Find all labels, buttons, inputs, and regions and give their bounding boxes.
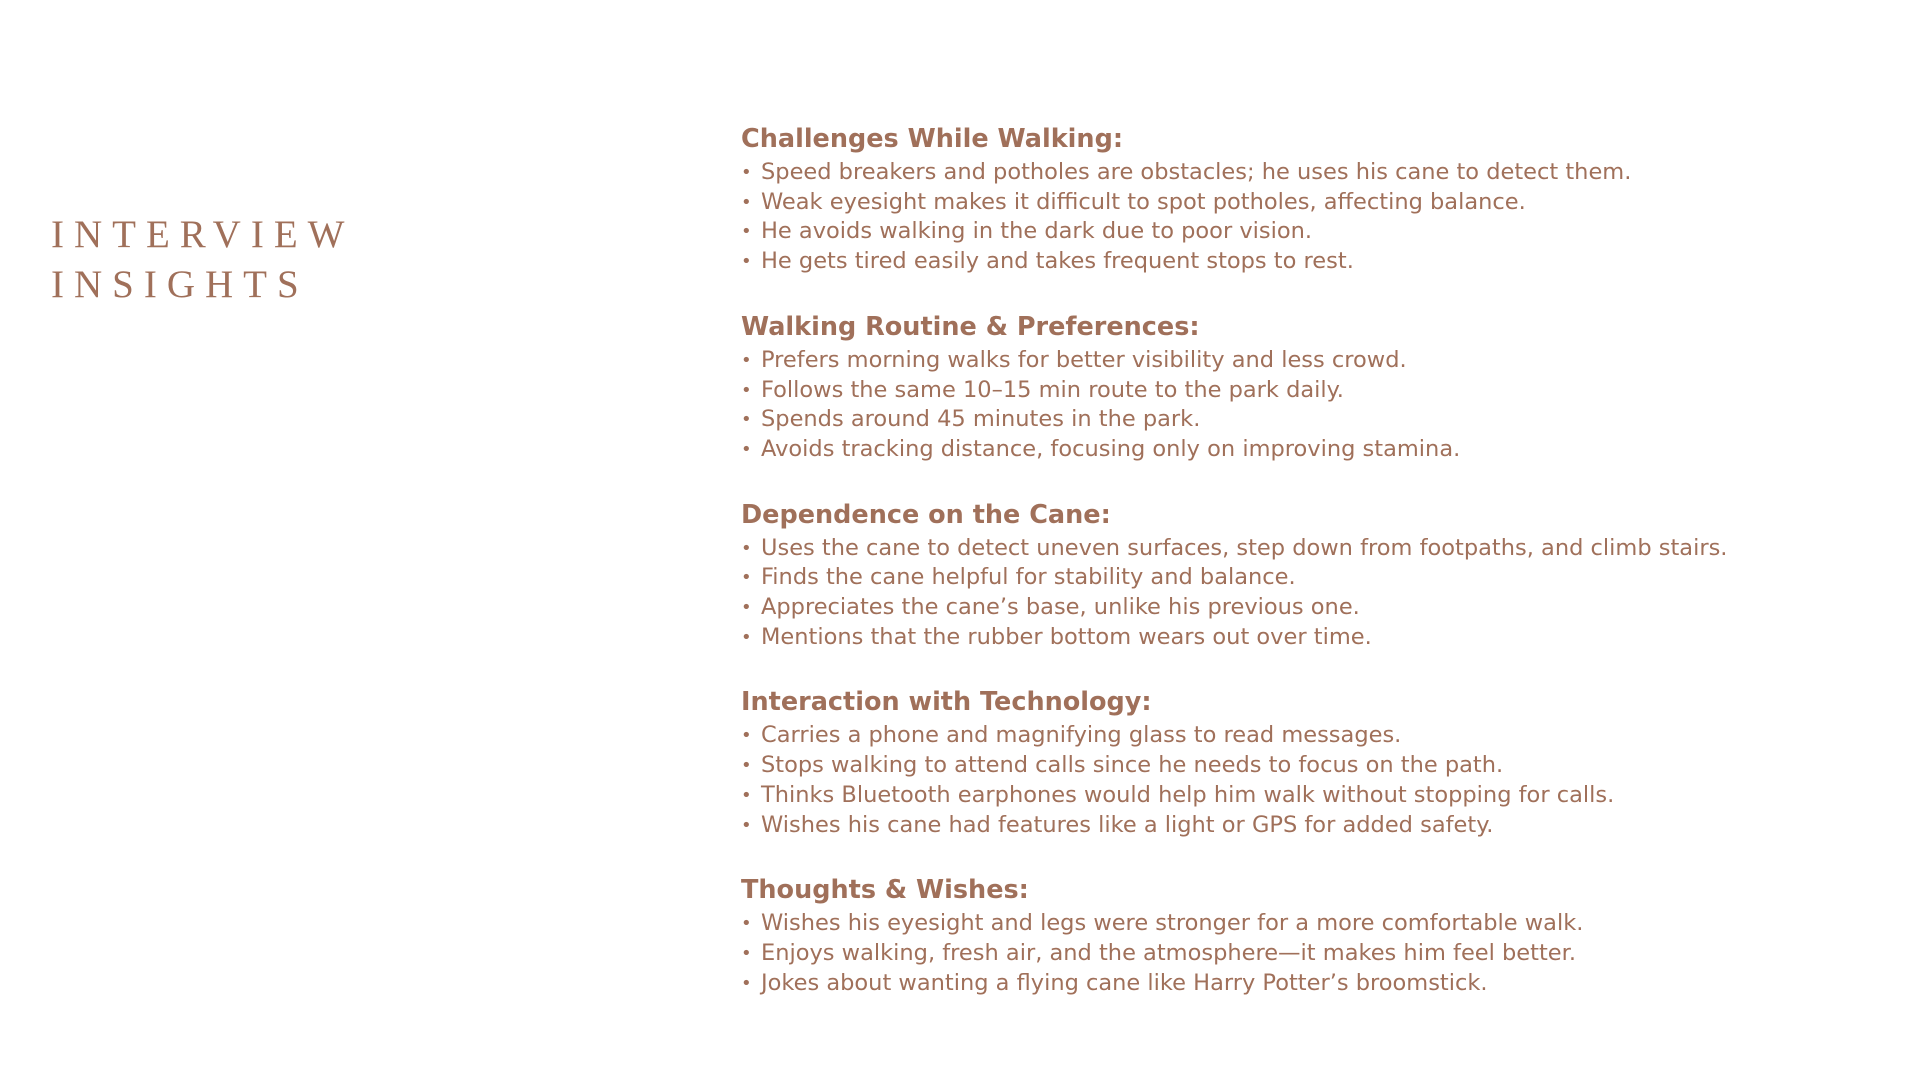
bullet-text: He avoids walking in the dark due to poor vision. — [761, 218, 1313, 245]
bullet-text: Spends around 45 minutes in the park. — [761, 406, 1201, 433]
insights-content — [741, 122, 1881, 1031]
bullet-icon: • — [741, 162, 752, 183]
bullet-text: Jokes about wanting a flying cane like Harry Potter’s broomstick. — [761, 969, 1488, 996]
bullet-item — [741, 623, 1881, 653]
bullet-icon: • — [741, 597, 752, 619]
bullet-text: Thinks Bluetooth earphones would help him walk without stopping for calls. — [761, 781, 1615, 808]
bullet-item — [741, 346, 1881, 376]
bullet-icon: • — [741, 725, 752, 747]
bullet-icon: • — [741, 537, 752, 559]
section-title: Dependence on the Cane: — [741, 499, 1111, 530]
bullet-item — [741, 969, 1881, 999]
page-title — [51, 210, 354, 310]
bullet-item — [741, 751, 1881, 781]
bullet-item — [741, 534, 1881, 564]
bullet-text: Weak eyesight makes it difficult to spot potholes, affecting balance. — [761, 188, 1526, 215]
bullet-text: Wishes his eyesight and legs were stronger for a more comfortable walk. — [761, 910, 1584, 937]
bullet-icon: • — [741, 567, 752, 589]
bullet-item — [741, 188, 1881, 218]
bullet-text: Finds the cane helpful for stability and balance. — [761, 564, 1296, 591]
bullet-icon: • — [741, 755, 752, 777]
bullet-item — [741, 939, 1881, 969]
insight-section — [741, 685, 1881, 840]
bullet-text: Follows the same 10–15 min route to the park daily. — [761, 376, 1344, 403]
bullet-item — [741, 593, 1881, 623]
bullet-list — [741, 534, 1881, 653]
bullet-icon: • — [741, 221, 752, 243]
bullet-icon: • — [741, 438, 752, 460]
bullet-icon: • — [741, 784, 752, 806]
bullet-item — [741, 405, 1881, 435]
bullet-icon: • — [741, 814, 752, 836]
section-title: Walking Routine & Preferences: — [741, 311, 1200, 342]
page-title-line-1: INTERVIEW — [51, 213, 355, 256]
bullet-text: Uses the cane to detect uneven surfaces, step down from footpaths, and climb stairs. — [761, 534, 1728, 561]
insight-section — [741, 873, 1881, 998]
bullet-text: Mentions that the rubber bottom wears out over time. — [761, 623, 1372, 650]
bullet-icon: • — [741, 942, 752, 964]
bullet-icon: • — [741, 191, 752, 213]
bullet-item — [741, 376, 1881, 406]
bullet-text: Carries a phone and magnifying glass to read messages. — [761, 722, 1402, 749]
bullet-text: Appreciates the cane’s base, unlike his previous one. — [761, 594, 1360, 621]
bullet-list — [741, 158, 1881, 277]
bullet-icon: • — [741, 251, 752, 273]
page-title-line-2: INSIGHTS — [51, 263, 309, 306]
bullet-icon: • — [741, 913, 752, 935]
bullet-icon: • — [741, 626, 752, 648]
bullet-item — [741, 721, 1881, 751]
section-title: Thoughts & Wishes: — [741, 875, 1029, 906]
section-title: Challenges While Walking: — [741, 124, 1124, 154]
section-title: Interaction with Technology: — [741, 687, 1152, 718]
bullet-item — [741, 909, 1881, 939]
bullet-text: Stops walking to attend calls since he needs to focus on the path. — [761, 752, 1504, 779]
bullet-item — [741, 781, 1881, 811]
bullet-icon: • — [741, 972, 752, 994]
bullet-icon: • — [741, 379, 752, 401]
insight-section — [741, 310, 1881, 465]
bullet-item — [741, 247, 1881, 277]
bullet-item — [741, 158, 1881, 188]
bullet-text: Prefers morning walks for better visibility and less crowd. — [761, 346, 1407, 373]
bullet-text: Avoids tracking distance, focusing only on improving stamina. — [761, 435, 1461, 462]
bullet-text: Wishes his cane had features like a light or GPS for added safety. — [761, 811, 1494, 838]
bullet-icon: • — [741, 349, 752, 371]
bullet-item — [741, 811, 1881, 841]
bullet-text: Speed breakers and potholes are obstacles; he uses his cane to detect them. — [761, 159, 1632, 185]
insight-section — [741, 122, 1881, 277]
bullet-item — [741, 435, 1881, 465]
bullet-item — [741, 217, 1881, 247]
bullet-list — [741, 721, 1881, 840]
bullet-icon: • — [741, 409, 752, 431]
bullet-text: Enjoys walking, fresh air, and the atmosphere—it makes him feel better. — [761, 939, 1576, 966]
bullet-list — [741, 346, 1881, 465]
bullet-text: He gets tired easily and takes frequent stops to rest. — [761, 248, 1354, 275]
bullet-item — [741, 563, 1881, 593]
bullet-list — [741, 909, 1881, 998]
insight-section — [741, 498, 1881, 653]
